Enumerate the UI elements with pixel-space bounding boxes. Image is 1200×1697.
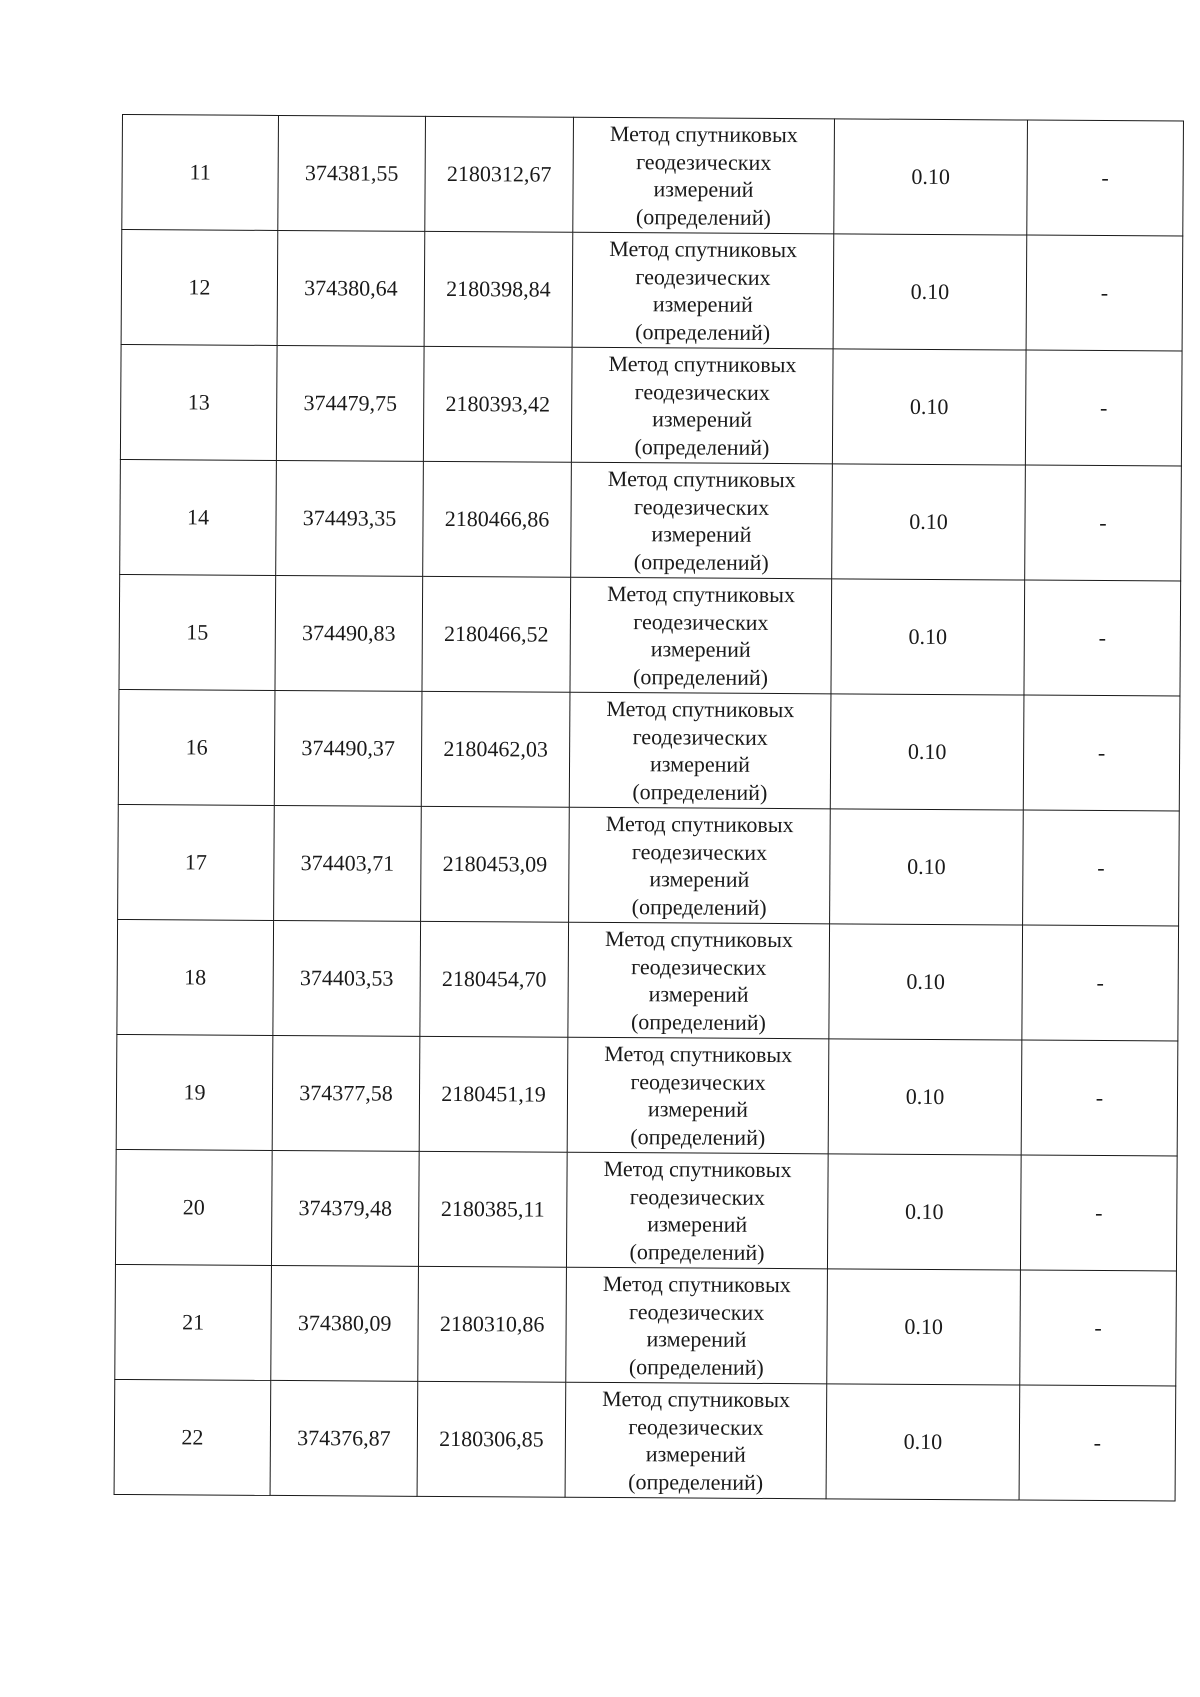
coordinate-y-cell: 2180466,86 <box>423 461 572 577</box>
note-cell: - <box>1022 925 1179 1041</box>
point-number-cell: 18 <box>117 919 274 1035</box>
point-number-cell: 15 <box>119 574 276 690</box>
point-number-cell: 14 <box>120 459 277 575</box>
coordinate-x-cell: 374379,48 <box>271 1150 419 1266</box>
point-number-cell: 21 <box>115 1264 272 1380</box>
note-cell: - <box>1020 1155 1177 1271</box>
coordinate-x-cell: 374403,53 <box>273 920 421 1036</box>
accuracy-cell: 0.10 <box>834 119 1028 235</box>
method-line: Метод спутниковых <box>608 350 797 378</box>
method-line: геодезических <box>633 608 769 635</box>
coordinate-x-cell: 374403,71 <box>274 805 422 921</box>
method-cell <box>570 577 832 694</box>
method-cell <box>565 1382 827 1499</box>
method-line: Метод спутниковых <box>604 1040 793 1068</box>
coordinate-x-cell: 374479,75 <box>276 345 424 461</box>
method-line: измерений <box>647 1211 748 1237</box>
accuracy-cell: 0.10 <box>828 1039 1022 1155</box>
point-number-cell: 17 <box>118 804 275 920</box>
accuracy-cell: 0.10 <box>826 1384 1020 1500</box>
method-line: (определений) <box>635 318 771 345</box>
coordinates-table <box>114 114 1184 1501</box>
accuracy-cell: 0.10 <box>833 234 1027 350</box>
table-row <box>122 115 1184 236</box>
method-line: (определений) <box>633 663 769 690</box>
coordinate-x-cell: 374376,87 <box>270 1380 418 1496</box>
table-row <box>119 574 1181 695</box>
method-cell <box>571 462 833 579</box>
accuracy-cell: 0.10 <box>830 694 1024 810</box>
coordinate-y-cell: 2180306,85 <box>417 1381 566 1497</box>
coordinate-y-cell: 2180310,86 <box>418 1266 567 1382</box>
method-cell <box>568 922 830 1039</box>
coordinate-x-cell: 374380,64 <box>277 230 425 346</box>
method-line: (определений) <box>633 548 769 575</box>
coordinate-y-cell: 2180312,67 <box>425 116 574 232</box>
method-line: измерений <box>649 751 751 777</box>
point-number-cell: 20 <box>115 1149 272 1265</box>
method-line: (определений) <box>629 1238 765 1265</box>
coordinate-y-cell: 2180385,11 <box>418 1151 567 1267</box>
accuracy-cell: 0.10 <box>830 809 1024 925</box>
coordinate-y-cell: 2180454,70 <box>420 921 569 1037</box>
coordinate-x-cell: 374380,09 <box>271 1265 419 1381</box>
coordinate-y-cell: 2180451,19 <box>419 1036 568 1152</box>
table-row <box>117 919 1179 1040</box>
table-row <box>116 1034 1178 1155</box>
method-line: Метод спутниковых <box>603 1155 792 1183</box>
method-cell <box>571 347 833 464</box>
coordinate-y-cell: 2180462,03 <box>421 691 570 807</box>
method-cell <box>566 1152 828 1269</box>
method-line: геодезических <box>636 148 772 175</box>
coordinate-x-cell: 374493,35 <box>276 460 424 576</box>
table-row <box>118 689 1180 810</box>
method-line: (определений) <box>632 778 768 805</box>
method-cell <box>569 807 831 924</box>
note-cell: - <box>1025 350 1182 466</box>
method-line: Метод спутниковых <box>602 1270 791 1298</box>
method-line: (определений) <box>635 203 771 230</box>
method-line: геодезических <box>629 1183 766 1210</box>
method-line: измерений <box>652 406 753 432</box>
method-line: измерений <box>651 521 752 547</box>
table-row <box>115 1149 1177 1270</box>
method-line: Метод спутниковых <box>605 810 794 838</box>
table-row <box>120 459 1182 580</box>
method-line: измерений <box>653 176 754 202</box>
coordinate-x-cell: 374490,37 <box>274 690 422 806</box>
method-line: Метод спутниковых <box>602 1385 791 1413</box>
accuracy-cell: 0.10 <box>829 924 1023 1040</box>
method-line: геодезических <box>632 723 768 750</box>
accuracy-cell: 0.10 <box>832 464 1026 580</box>
method-line: (определений) <box>628 1353 764 1380</box>
table-row <box>118 804 1180 925</box>
point-number-cell: 12 <box>121 230 278 346</box>
method-line: геодезических <box>628 1413 764 1440</box>
method-line: геодезических <box>635 263 771 290</box>
coordinate-y-cell: 2180453,09 <box>421 806 570 922</box>
note-cell: - <box>1023 695 1180 811</box>
method-line: (определений) <box>630 1008 766 1035</box>
method-line: (определений) <box>631 893 767 920</box>
method-line: Метод спутниковых <box>607 465 796 493</box>
method-cell <box>573 117 835 234</box>
method-cell <box>566 1267 828 1384</box>
note-cell: - <box>1023 810 1180 926</box>
note-cell: - <box>1019 1385 1176 1501</box>
method-line: геодезических <box>630 1068 766 1095</box>
note-cell: - <box>1026 235 1183 351</box>
method-line: (определений) <box>634 433 770 460</box>
method-line: измерений <box>647 1096 748 1122</box>
method-line: измерений <box>652 291 753 317</box>
table-row <box>120 344 1182 465</box>
table-row <box>115 1264 1177 1385</box>
coordinate-x-cell: 374381,55 <box>278 115 426 231</box>
method-line: Метод спутниковых <box>606 695 795 723</box>
coordinate-x-cell: 374490,83 <box>275 575 423 691</box>
note-cell: - <box>1020 1270 1177 1386</box>
note-cell: - <box>1021 1040 1178 1156</box>
method-line: измерений <box>650 636 751 662</box>
accuracy-cell: 0.10 <box>827 1269 1021 1385</box>
point-number-cell: 19 <box>116 1034 273 1150</box>
coordinate-y-cell: 2180466,52 <box>422 576 571 692</box>
method-line: геодезических <box>634 378 770 405</box>
point-number-cell: 22 <box>114 1379 271 1495</box>
coordinate-y-cell: 2180393,42 <box>423 346 572 462</box>
method-line: (определений) <box>630 1123 766 1150</box>
point-number-cell: 11 <box>122 115 279 231</box>
note-cell: - <box>1024 580 1181 696</box>
method-line: измерений <box>645 1441 746 1467</box>
method-line: Метод спутниковых <box>609 235 798 263</box>
method-line: геодезических <box>629 1298 765 1325</box>
point-number-cell: 13 <box>120 344 277 460</box>
accuracy-cell: 0.10 <box>827 1154 1021 1270</box>
method-line: геодезических <box>633 493 770 520</box>
table-row <box>121 230 1183 351</box>
method-line: измерений <box>648 981 749 1007</box>
method-line: измерений <box>649 866 750 892</box>
coordinate-y-cell: 2180398,84 <box>424 231 573 347</box>
method-line: (определений) <box>628 1468 764 1495</box>
method-line: геодезических <box>631 953 767 980</box>
method-cell <box>567 1037 829 1154</box>
note-cell: - <box>1025 465 1182 581</box>
method-line: Метод спутниковых <box>609 120 798 148</box>
point-number-cell: 16 <box>118 689 275 805</box>
method-line: Метод спутниковых <box>607 580 796 608</box>
method-line: измерений <box>646 1326 747 1352</box>
method-line: Метод спутниковых <box>604 925 793 953</box>
method-cell <box>569 692 831 809</box>
note-cell: - <box>1027 120 1184 236</box>
table-row <box>114 1379 1176 1500</box>
accuracy-cell: 0.10 <box>831 579 1025 695</box>
accuracy-cell: 0.10 <box>832 349 1026 465</box>
coordinate-x-cell: 374377,58 <box>272 1035 420 1151</box>
method-cell <box>572 232 834 349</box>
method-line: геодезических <box>631 838 768 865</box>
coordinates-table-body <box>114 115 1183 1501</box>
